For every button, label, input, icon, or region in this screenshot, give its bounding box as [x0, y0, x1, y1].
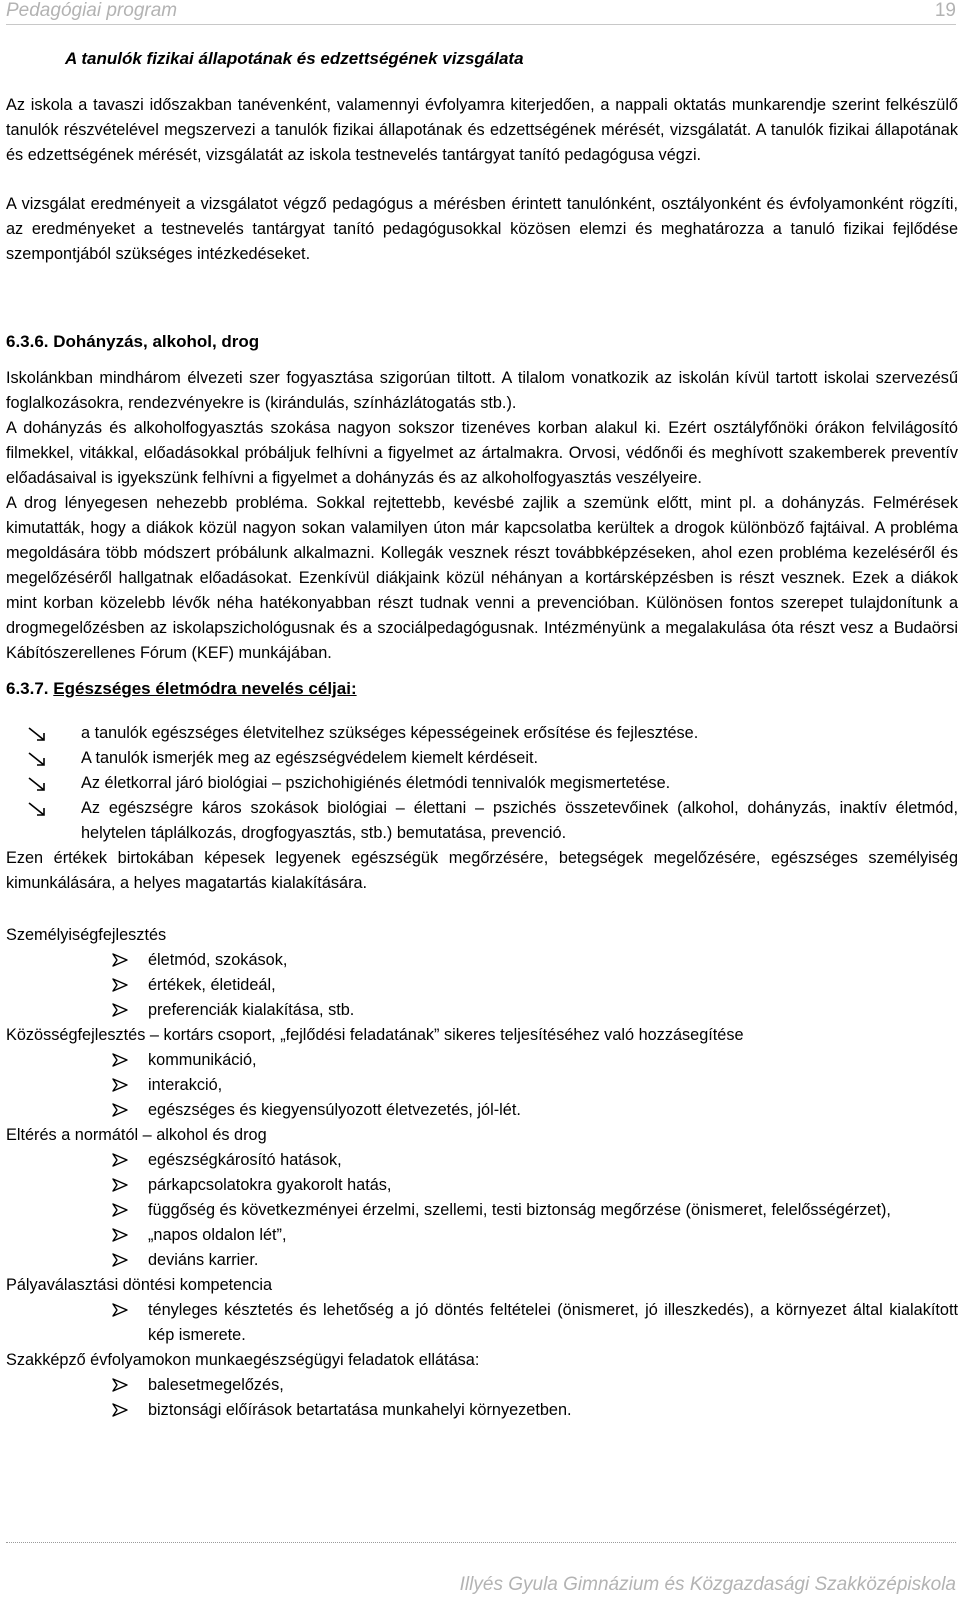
group-title-personality: Személyiségfejlesztés — [6, 926, 167, 944]
page-footer: Illyés Gyula Gimnázium és Közgazdasági Szakközépiskola — [459, 1574, 956, 1595]
arrowhead-bullet-icon — [112, 953, 128, 967]
intro-paragraph-1: Az iskola a tavaszi időszakban tanévenként, valamennyi évfolyamra kiterjedően, a nappali oktatás munkarendje szerint felkészülő tanulók részvételével megszervezi a tanulók fizikai állapotának és edzettségének mérését, vizsgálatát. A tanulók fizikai állapotának és edzettségének mérését, vizsgálatát az iskola testnevelés tantárgyat tanító pedagógusa végzi. — [6, 96, 958, 164]
section-heading-637 — [6, 676, 958, 701]
arrowhead-bullet-icon — [112, 1178, 128, 1192]
arrowhead-bullet-icon — [112, 1378, 128, 1392]
header-divider — [6, 24, 956, 25]
goal-text: Az egészségre káros szokások biológiai – élettani – pszichés összetevőinek (alkohol, dohányzás, inaktív életmód, helytelen táplálkozás, drogfogyasztás, stb.) bemutatása, prevenció. — [81, 799, 958, 842]
arrowhead-bullet-icon — [112, 1103, 128, 1117]
list-item: preferenciák kialakítása, stb. — [6, 998, 958, 1023]
group-title-vocational: Szakképző évfolyamokon munkaegészségügyi feladatok ellátása: — [6, 1351, 480, 1369]
list-item: tényleges késztetés és lehetőség a jó döntés feltételei (önismeret, jó illeszkedés), a környezet által kialakított kép ismerete. — [6, 1298, 958, 1348]
paragraph-636-3: A drog lényegesen nehezebb probléma. Sokkal rejtettebb, kevésbé zajlik a szemünk előtt, mint pl. a dohányzás. Felmérések kimutatták, hogy a diákok közül nagyon sokan valamilyen úton már kapcsolatba kerültek a drogok különböző fajtáival. A probléma megoldására több módszert próbálunk alkalmazni. Kollegák vesznek részt továbbképzéseken, ahol ezen probléma kezeléséről és megelőzéséről hallgatnak előadásokat. Ezenkívül diákjaink közül néhányan a kortársképzésben is részt vesznek. Ezek a diákok mint korban közelebb lévők néha hatékonyabban részt tudnak venni a prevencióban. Különösen fontos szerepet tulajdonítunk a drogmegelőzésben az iskolapszichológusnak és a szociálpedagógusnak. Intézményünk a megalakulása óta részt vesz a Budaörsi Kábítószerellenes Fórum (KEF) munkájában. — [6, 494, 958, 662]
list-item: értékek, életideál, — [6, 973, 958, 998]
goal-text: a tanulók egészséges életvitelhez szükséges képességeinek erősítése és fejlesztése. — [81, 724, 699, 742]
list-item: párkapcsolatokra gyakorolt hatás, — [6, 1173, 958, 1198]
list-item: kommunikáció, — [6, 1048, 958, 1073]
list-item: életmód, szokások, — [6, 948, 958, 973]
arrowhead-bullet-icon — [112, 1053, 128, 1067]
arrowhead-bullet-icon — [112, 1203, 128, 1217]
goal-text: Az életkorral járó biológiai – pszichohigiénés életmódi tennivalók megismertetése. — [81, 774, 671, 792]
goals-list — [6, 721, 958, 846]
group-list-vocational — [6, 1373, 958, 1423]
section-title-637: Egészséges életmódra nevelés céljai: — [53, 679, 357, 698]
arrowhead-bullet-icon — [112, 1303, 128, 1317]
goal-text: A tanulók ismerjék meg az egészségvédelem kiemelt kérdéseit. — [81, 749, 538, 767]
list-item: interakció, — [6, 1073, 958, 1098]
list-item: deviáns karrier. — [6, 1248, 958, 1273]
group-list-community — [6, 1048, 958, 1123]
list-item: balesetmegelőzés, — [6, 1373, 958, 1398]
diagonal-arrow-icon — [28, 802, 45, 816]
goal-item — [6, 746, 958, 771]
list-item: függőség és következményei érzelmi, szellemi, testi biztonság megőrzése (önismeret, felelősségérzet), — [6, 1198, 958, 1223]
section-number-637: 6.3.7. — [6, 679, 49, 698]
footer-divider — [6, 1542, 956, 1543]
arrowhead-bullet-icon — [112, 978, 128, 992]
page-content — [6, 46, 958, 1423]
diagonal-arrow-icon — [28, 727, 45, 741]
arrowhead-bullet-icon — [112, 1003, 128, 1017]
list-item: biztonsági előírások betartatása munkahelyi környezetben. — [6, 1398, 958, 1423]
goal-item — [6, 721, 958, 746]
section-heading-636: 6.3.6. Dohányzás, alkohol, drog — [6, 332, 260, 351]
paragraph-636-2: A dohányzás és alkoholfogyasztás szokása nagyon sokszor tizenéves korban alakul ki. Ezért osztályfőnöki órákon felvilágosító filmekkel, vitákkal, előadásokkal próbáljuk felhívni a figyelmet az ártalmakra. Orvosi, védőnői és meghívott szakemberek preventív előadásaival is igyekszünk felhívni a figyelmet a dohányzás és az alkoholfogyasztás veszélyeire. — [6, 419, 958, 487]
goal-item — [6, 796, 958, 846]
group-list-personality — [6, 948, 958, 1023]
group-list-career — [6, 1298, 958, 1348]
goal-item — [6, 771, 958, 796]
intro-paragraph-2: A vizsgálat eredményeit a vizsgálatot végző pedagógus a mérésben érintett tanulónként, osztályonként és évfolyamonként rögzíti, az eredményeket a testnevelés tantárgyat tanító pedagógusokkal közösen elemzi és meghatározza a tanuló fizikai fejlődése szempontjából szükséges intézkedéseket. — [6, 195, 958, 263]
arrowhead-bullet-icon — [112, 1228, 128, 1242]
page-header — [6, 0, 956, 24]
paragraph-636-1: Iskolánkban mindhárom élvezeti szer fogyasztása szigorúan tiltott. A tilalom vonatkozik az iskolán kívül tartott iskolai szervezésű foglalkozásokra, rendezvényekre is (kirándulás, színházlátogatás stb.). — [6, 369, 958, 412]
arrowhead-bullet-icon — [112, 1078, 128, 1092]
section-subtitle: A tanulók fizikai állapotának és edzettségének vizsgálata — [65, 49, 524, 68]
list-item: „napos oldalon lét”, — [6, 1223, 958, 1248]
group-title-community: Közösségfejlesztés – kortárs csoport, „fejlődési feladatának” sikeres teljesítéséhez való hozzásegítése — [6, 1026, 744, 1044]
diagonal-arrow-icon — [28, 777, 45, 791]
list-item: egészségkárosító hatások, — [6, 1148, 958, 1173]
arrowhead-bullet-icon — [112, 1153, 128, 1167]
header-title: Pedagógiai program — [6, 0, 178, 21]
goals-closing-paragraph: Ezen értékek birtokában képesek legyenek egészségük megőrzésére, betegségek megelőzésére, egészséges személyiség kimunkálására, a helyes magatartás kialakítására. — [6, 849, 958, 892]
diagonal-arrow-icon — [28, 752, 45, 766]
group-title-career: Pályaválasztási döntési kompetencia — [6, 1276, 273, 1294]
arrowhead-bullet-icon — [112, 1403, 128, 1417]
group-list-deviance — [6, 1148, 958, 1273]
group-title-deviance: Eltérés a normától – alkohol és drog — [6, 1126, 267, 1144]
arrowhead-bullet-icon — [112, 1253, 128, 1267]
page-number: 19 — [934, 0, 956, 21]
list-item: egészséges és kiegyensúlyozott életvezetés, jól-lét. — [6, 1098, 958, 1123]
